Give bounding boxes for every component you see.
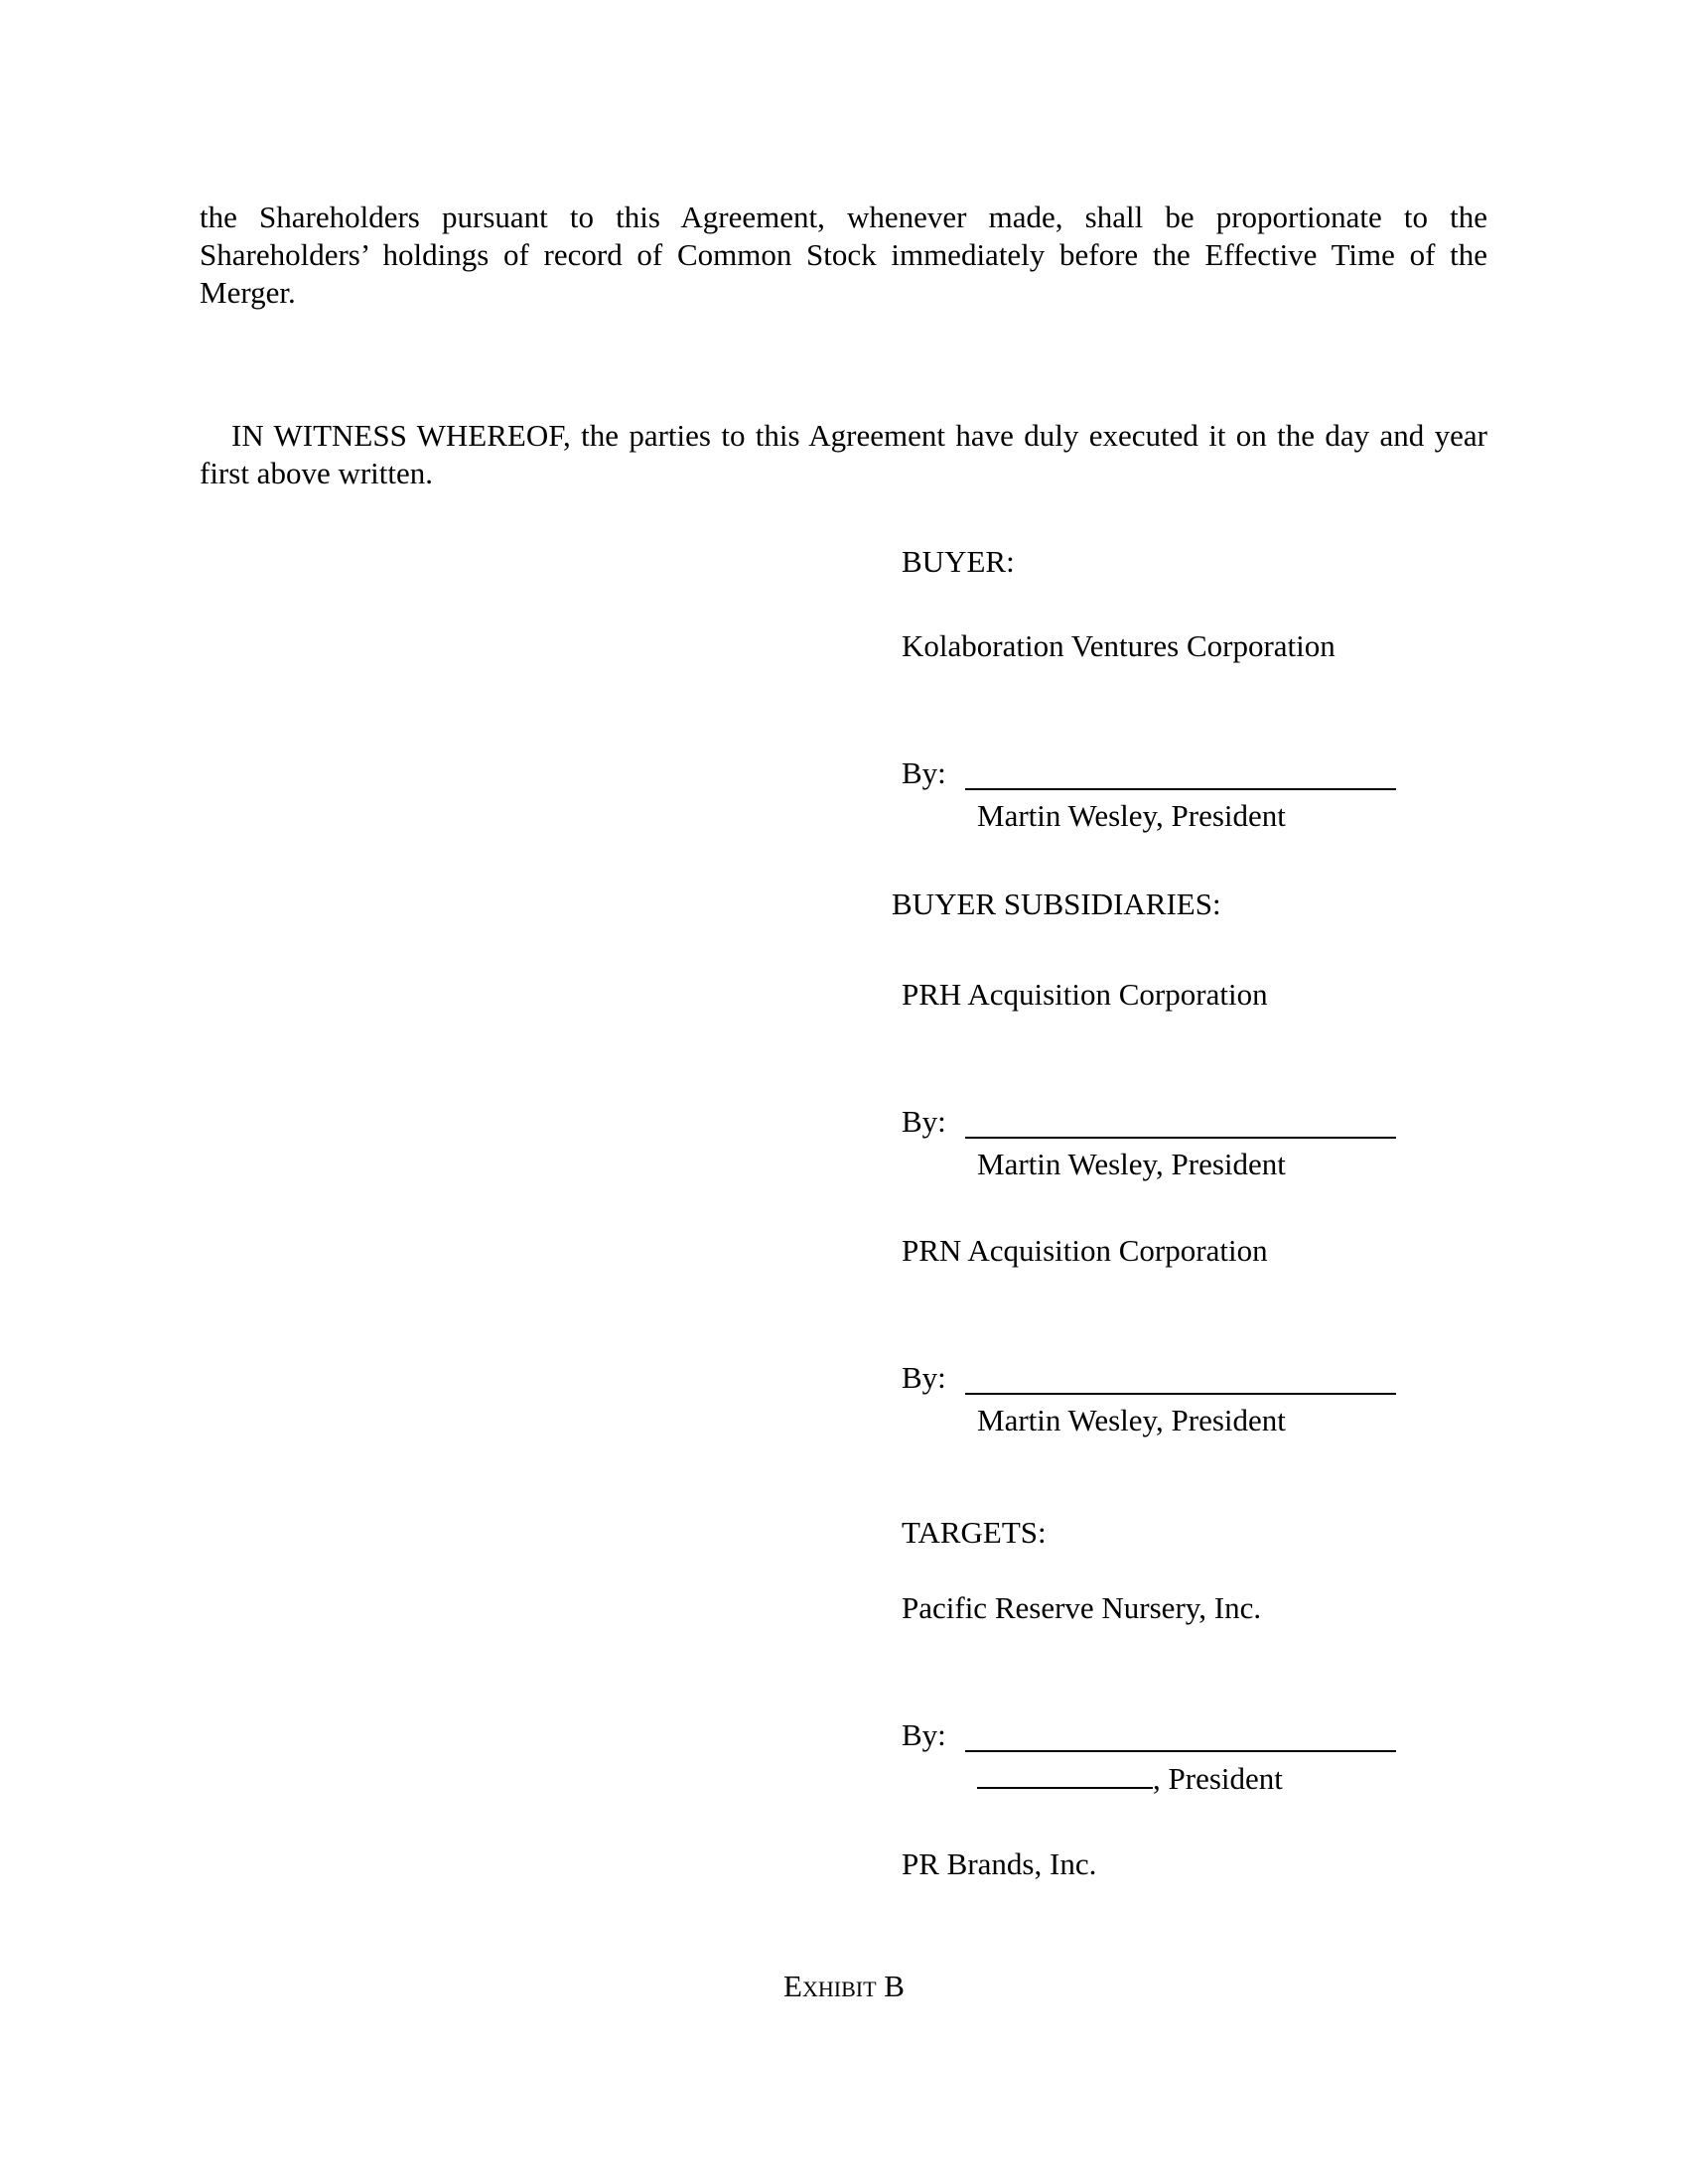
- target2-company: PR Brands, Inc.: [902, 1846, 1097, 1881]
- target1-signer: [977, 1759, 1283, 1798]
- buyer-company: Kolaboration Ventures Corporation: [902, 628, 1336, 663]
- continuation-paragraph: the Shareholders pursuant to this Agreement, whenever made, shall be proportionate to the Shareholders’ holdings of record of Common Stock immediately before the Effective Time of the Merger.: [200, 200, 1487, 310]
- buyer-signer: Martin Wesley, President: [977, 798, 1286, 833]
- target1-signature-line: [965, 1750, 1396, 1752]
- buyer-by-label: By:: [902, 755, 946, 790]
- sub2-company: PRN Acquisition Corporation: [902, 1233, 1268, 1268]
- witness-paragraph: IN WITNESS WHEREOF, the parties to this Agreement have duly executed it on the day and year first above written.: [200, 418, 1487, 490]
- sub1-by-label: By:: [902, 1104, 946, 1139]
- sub1-signature-line: [965, 1137, 1396, 1139]
- sub2-signature-line: [965, 1393, 1396, 1395]
- target1-company: Pacific Reserve Nursery, Inc.: [902, 1590, 1262, 1625]
- target1-signer-title: , President: [1153, 1761, 1283, 1796]
- buyer-signature-line: [965, 788, 1396, 790]
- targets-heading: TARGETS:: [902, 1515, 1047, 1550]
- page-footer: [0, 1968, 1688, 2005]
- sub2-by-label: By:: [902, 1360, 946, 1395]
- buyer-heading: BUYER:: [902, 544, 1015, 579]
- sub1-company: PRH Acquisition Corporation: [902, 977, 1268, 1012]
- subsidiaries-heading: BUYER SUBSIDIARIES:: [892, 887, 1221, 921]
- sub2-signer: Martin Wesley, President: [977, 1403, 1286, 1437]
- exhibit-label: Exhibit B: [783, 1969, 905, 2003]
- target1-by-label: By:: [902, 1717, 946, 1752]
- sub1-signer: Martin Wesley, President: [977, 1147, 1286, 1181]
- signer-name-blank-line: [977, 1759, 1153, 1789]
